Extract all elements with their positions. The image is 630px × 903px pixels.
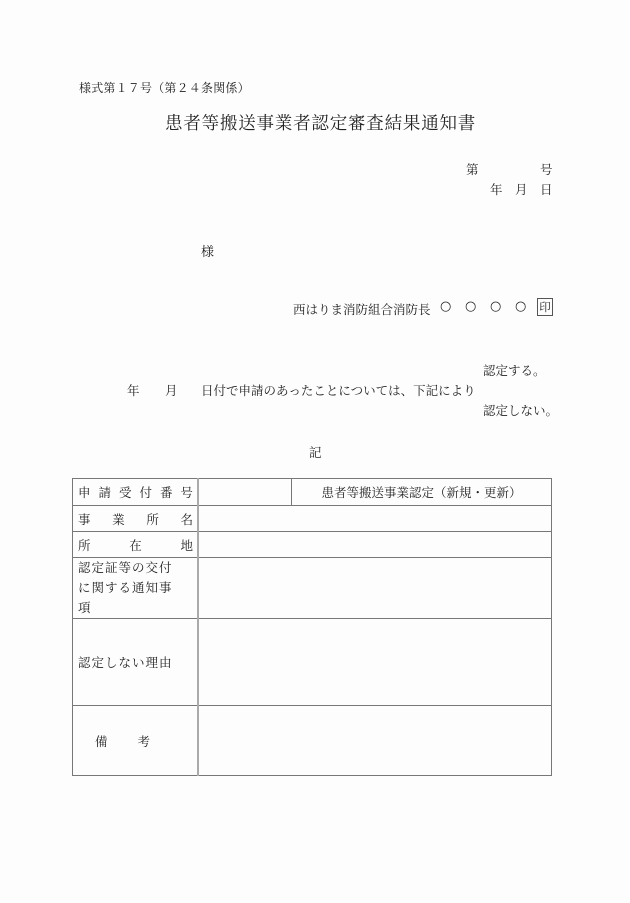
date-day-label: 日 xyxy=(540,182,553,197)
value-application-number[interactable] xyxy=(198,479,292,506)
issuer-name-placeholder xyxy=(440,299,540,314)
label-notice-items: 認定証等の交付 に関する通知事 項 xyxy=(73,558,199,619)
table-row-remarks xyxy=(73,706,552,776)
form-number: 様式第１７号（第２４条関係） xyxy=(79,81,250,95)
value-rejection-reason[interactable] xyxy=(198,619,552,706)
document-number-suffix: 号 xyxy=(540,162,553,177)
value-notice-items[interactable] xyxy=(198,558,552,619)
table-row-application-number xyxy=(73,479,552,506)
body-month-label: 月 xyxy=(165,383,178,398)
label-rejection-reason: 認定しない理由 xyxy=(73,619,199,706)
certification-type: 患者等搬送事業認定（新規・更新） xyxy=(292,479,552,506)
document-title: 患者等搬送事業者認定審査結果通知書 xyxy=(165,114,477,134)
option-reject: 認定しない。 xyxy=(483,403,559,418)
body-text: 日付で申請のあったことについては、下記により xyxy=(201,383,476,398)
name-circle: ○ xyxy=(440,299,452,314)
label-application-number: 申 請 受 付 番 号 xyxy=(73,479,199,506)
name-circle: ○ xyxy=(490,299,502,314)
value-office-name[interactable] xyxy=(198,506,552,532)
label-office-name: 事 業 所 名 xyxy=(73,506,199,532)
table-row-address xyxy=(73,532,552,558)
value-remarks[interactable] xyxy=(198,706,552,776)
name-circle: ○ xyxy=(515,299,527,314)
date-month-label: 月 xyxy=(515,182,528,197)
table-row-rejection-reason xyxy=(73,619,552,706)
document-number-prefix: 第 xyxy=(466,162,479,177)
section-mark: 記 xyxy=(309,445,322,460)
label-address: 所 在 地 xyxy=(73,532,199,558)
body-year-label: 年 xyxy=(127,383,140,398)
addressee-honorific: 様 xyxy=(201,245,215,260)
date-year-label: 年 xyxy=(490,182,503,197)
result-table xyxy=(72,478,552,776)
value-address[interactable] xyxy=(198,532,552,558)
name-circle: ○ xyxy=(465,299,477,314)
seal-mark: 印 xyxy=(537,298,553,316)
table-row-notice-items xyxy=(73,558,552,619)
option-approve: 認定する。 xyxy=(483,363,546,378)
label-remarks: 備 考 xyxy=(73,706,199,776)
issuer-title: 西はりま消防組合消防長 xyxy=(293,302,431,317)
table-row-office-name xyxy=(73,506,552,532)
